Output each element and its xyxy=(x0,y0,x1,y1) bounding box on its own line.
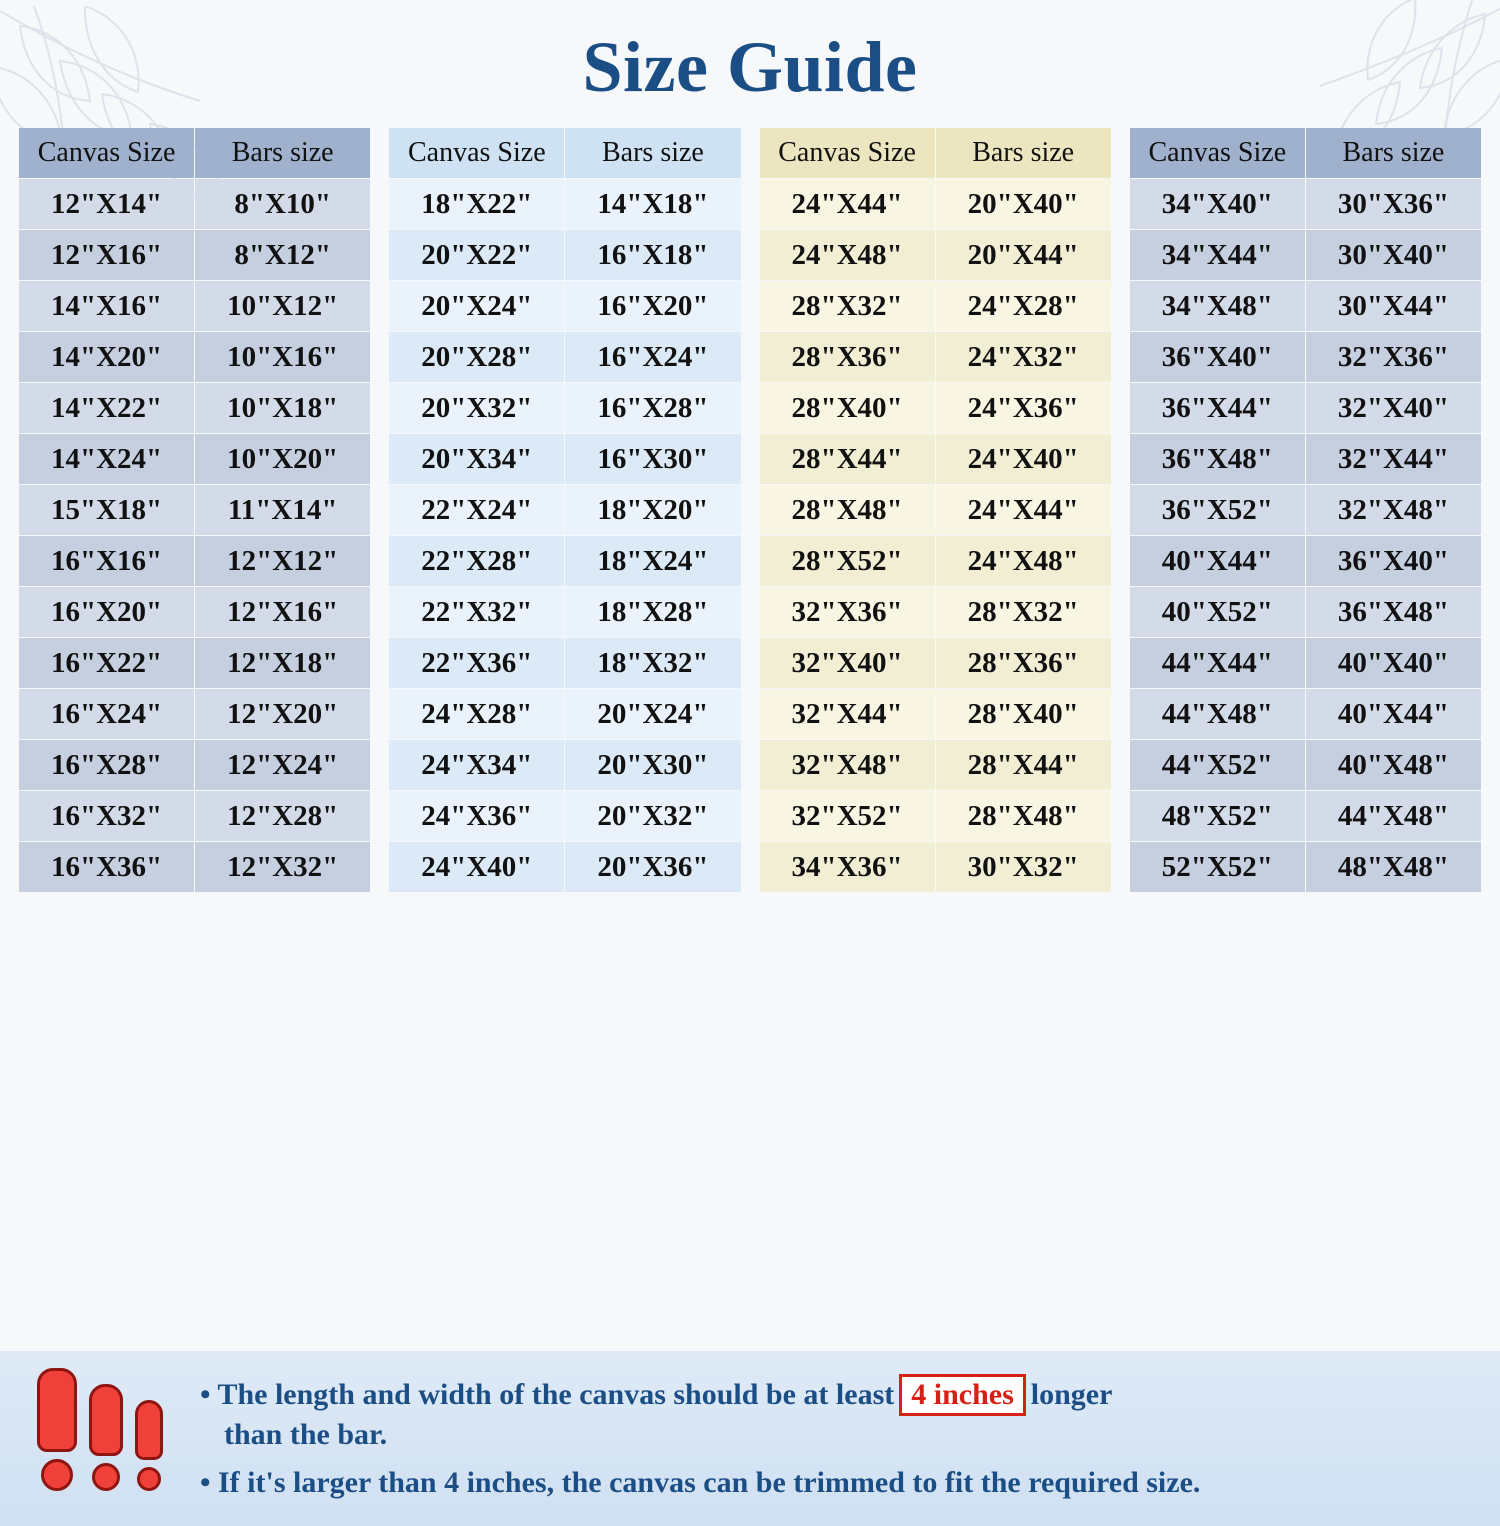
canvas-size-cell: 16"X16" xyxy=(19,536,194,586)
bars-size-cell: 20"X30" xyxy=(565,740,740,790)
bars-size-cell: 16"X18" xyxy=(565,230,740,280)
table-row xyxy=(1130,179,1481,229)
bars-size-cell: 24"X32" xyxy=(936,332,1111,382)
table-row xyxy=(19,536,370,586)
column-header-bars-size: Bars size xyxy=(1306,128,1481,178)
bars-size-cell: 12"X20" xyxy=(195,689,370,739)
canvas-size-cell: 34"X48" xyxy=(1130,281,1305,331)
table-row xyxy=(760,179,1111,229)
exclamation-icon-large xyxy=(37,1368,77,1491)
canvas-size-cell: 18"X22" xyxy=(389,179,564,229)
size-table-2 xyxy=(388,127,741,893)
table-row xyxy=(389,536,740,586)
canvas-size-cell: 28"X40" xyxy=(760,383,935,433)
bars-size-cell: 28"X36" xyxy=(936,638,1111,688)
size-table-1 xyxy=(18,127,371,893)
bars-size-cell: 16"X30" xyxy=(565,434,740,484)
canvas-size-cell: 16"X36" xyxy=(19,842,194,892)
footer-notes xyxy=(200,1374,1500,1502)
canvas-size-cell: 44"X52" xyxy=(1130,740,1305,790)
table-row xyxy=(1130,230,1481,280)
bars-size-cell: 14"X18" xyxy=(565,179,740,229)
bars-size-cell: 28"X44" xyxy=(936,740,1111,790)
bars-size-cell: 10"X12" xyxy=(195,281,370,331)
bars-size-cell: 28"X32" xyxy=(936,587,1111,637)
table-row xyxy=(760,383,1111,433)
exclamation-marks-icon xyxy=(0,1368,200,1509)
size-table-3 xyxy=(759,127,1112,893)
table-row xyxy=(1130,791,1481,841)
table-row xyxy=(760,587,1111,637)
table-row xyxy=(389,281,740,331)
table-row xyxy=(19,485,370,535)
table-row xyxy=(389,791,740,841)
bars-size-cell: 12"X18" xyxy=(195,638,370,688)
column-header-canvas-size: Canvas Size xyxy=(760,128,935,178)
canvas-size-cell: 36"X44" xyxy=(1130,383,1305,433)
table-body-3 xyxy=(760,179,1111,892)
canvas-size-cell: 22"X36" xyxy=(389,638,564,688)
table-row xyxy=(760,842,1111,892)
table-row xyxy=(389,230,740,280)
canvas-size-cell: 14"X20" xyxy=(19,332,194,382)
canvas-size-cell: 24"X44" xyxy=(760,179,935,229)
footer-note-highlight: 4 inches xyxy=(899,1374,1026,1415)
bars-size-cell: 11"X14" xyxy=(195,485,370,535)
table-row xyxy=(389,179,740,229)
bars-size-cell: 8"X12" xyxy=(195,230,370,280)
bars-size-cell: 10"X18" xyxy=(195,383,370,433)
canvas-size-cell: 52"X52" xyxy=(1130,842,1305,892)
table-row xyxy=(760,230,1111,280)
canvas-size-cell: 20"X28" xyxy=(389,332,564,382)
table-row xyxy=(1130,434,1481,484)
canvas-size-cell: 40"X52" xyxy=(1130,587,1305,637)
table-row xyxy=(1130,332,1481,382)
bars-size-cell: 24"X40" xyxy=(936,434,1111,484)
table-row xyxy=(19,230,370,280)
bars-size-cell: 40"X44" xyxy=(1306,689,1481,739)
table-body-1 xyxy=(19,179,370,892)
bars-size-cell: 32"X36" xyxy=(1306,332,1481,382)
bars-size-cell: 16"X28" xyxy=(565,383,740,433)
canvas-size-cell: 24"X40" xyxy=(389,842,564,892)
bars-size-cell: 12"X28" xyxy=(195,791,370,841)
bars-size-cell: 24"X44" xyxy=(936,485,1111,535)
table-row xyxy=(389,740,740,790)
bars-size-cell: 12"X32" xyxy=(195,842,370,892)
table-row xyxy=(760,638,1111,688)
table-body-2 xyxy=(389,179,740,892)
table-row xyxy=(19,587,370,637)
canvas-size-cell: 12"X14" xyxy=(19,179,194,229)
bars-size-cell: 12"X12" xyxy=(195,536,370,586)
size-tables-container xyxy=(0,127,1500,893)
bars-size-cell: 20"X24" xyxy=(565,689,740,739)
bars-size-cell: 18"X28" xyxy=(565,587,740,637)
canvas-size-cell: 28"X36" xyxy=(760,332,935,382)
bars-size-cell: 18"X20" xyxy=(565,485,740,535)
bars-size-cell: 40"X40" xyxy=(1306,638,1481,688)
bars-size-cell: 30"X36" xyxy=(1306,179,1481,229)
footer-note-1-part1: • The length and width of the canvas should be at least xyxy=(200,1378,895,1412)
canvas-size-cell: 22"X28" xyxy=(389,536,564,586)
canvas-size-cell: 24"X28" xyxy=(389,689,564,739)
canvas-size-cell: 40"X44" xyxy=(1130,536,1305,586)
canvas-size-cell: 16"X28" xyxy=(19,740,194,790)
canvas-size-cell: 22"X32" xyxy=(389,587,564,637)
column-header-bars-size: Bars size xyxy=(565,128,740,178)
bars-size-cell: 16"X24" xyxy=(565,332,740,382)
bars-size-cell: 24"X48" xyxy=(936,536,1111,586)
bars-size-cell: 28"X48" xyxy=(936,791,1111,841)
page-title: Size Guide xyxy=(582,27,918,107)
canvas-size-cell: 34"X36" xyxy=(760,842,935,892)
bars-size-cell: 24"X28" xyxy=(936,281,1111,331)
table-header-row xyxy=(19,128,370,178)
table-row xyxy=(1130,587,1481,637)
canvas-size-cell: 16"X20" xyxy=(19,587,194,637)
bars-size-cell: 18"X24" xyxy=(565,536,740,586)
bars-size-cell: 16"X20" xyxy=(565,281,740,331)
bars-size-cell: 32"X44" xyxy=(1306,434,1481,484)
size-table-4 xyxy=(1129,127,1482,893)
table-row xyxy=(760,791,1111,841)
canvas-size-cell: 28"X52" xyxy=(760,536,935,586)
footer-note-1 xyxy=(200,1374,1478,1454)
bars-size-cell: 10"X16" xyxy=(195,332,370,382)
canvas-size-cell: 12"X16" xyxy=(19,230,194,280)
bars-size-cell: 48"X48" xyxy=(1306,842,1481,892)
table-row xyxy=(760,485,1111,535)
table-row xyxy=(1130,740,1481,790)
canvas-size-cell: 36"X40" xyxy=(1130,332,1305,382)
bars-size-cell: 20"X44" xyxy=(936,230,1111,280)
table-row xyxy=(760,434,1111,484)
canvas-size-cell: 36"X52" xyxy=(1130,485,1305,535)
table-row xyxy=(1130,383,1481,433)
table-body-4 xyxy=(1130,179,1481,892)
table-row xyxy=(760,281,1111,331)
table-row xyxy=(19,179,370,229)
table-row xyxy=(760,689,1111,739)
canvas-size-cell: 28"X44" xyxy=(760,434,935,484)
bars-size-cell: 36"X48" xyxy=(1306,587,1481,637)
canvas-size-cell: 16"X24" xyxy=(19,689,194,739)
canvas-size-cell: 22"X24" xyxy=(389,485,564,535)
table-row xyxy=(1130,281,1481,331)
bars-size-cell: 30"X40" xyxy=(1306,230,1481,280)
table-row xyxy=(19,332,370,382)
canvas-size-cell: 44"X44" xyxy=(1130,638,1305,688)
table-row xyxy=(389,485,740,535)
table-row xyxy=(19,791,370,841)
footer-note-2: • If it's larger than 4 inches, the canvas can be trimmed to fit the required size. xyxy=(200,1466,1201,1500)
canvas-size-cell: 32"X52" xyxy=(760,791,935,841)
table-row xyxy=(389,434,740,484)
table-row xyxy=(389,587,740,637)
canvas-size-cell: 32"X48" xyxy=(760,740,935,790)
canvas-size-cell: 32"X36" xyxy=(760,587,935,637)
canvas-size-cell: 16"X22" xyxy=(19,638,194,688)
table-row xyxy=(19,281,370,331)
table-row xyxy=(1130,536,1481,586)
bars-size-cell: 28"X40" xyxy=(936,689,1111,739)
bars-size-cell: 12"X16" xyxy=(195,587,370,637)
exclamation-icon-small xyxy=(135,1400,163,1491)
column-header-canvas-size: Canvas Size xyxy=(1130,128,1305,178)
bars-size-cell: 30"X44" xyxy=(1306,281,1481,331)
canvas-size-cell: 34"X44" xyxy=(1130,230,1305,280)
table-row xyxy=(1130,689,1481,739)
table-header-row xyxy=(760,128,1111,178)
table-row xyxy=(389,383,740,433)
table-row xyxy=(760,536,1111,586)
table-row xyxy=(19,383,370,433)
footer-note-1-part2: longer xyxy=(1030,1378,1113,1412)
canvas-size-cell: 34"X40" xyxy=(1130,179,1305,229)
bars-size-cell: 10"X20" xyxy=(195,434,370,484)
table-row xyxy=(19,842,370,892)
table-row xyxy=(19,740,370,790)
canvas-size-cell: 20"X34" xyxy=(389,434,564,484)
bars-size-cell: 24"X36" xyxy=(936,383,1111,433)
canvas-size-cell: 44"X48" xyxy=(1130,689,1305,739)
table-row xyxy=(19,434,370,484)
bars-size-cell: 32"X48" xyxy=(1306,485,1481,535)
canvas-size-cell: 14"X22" xyxy=(19,383,194,433)
table-row xyxy=(760,332,1111,382)
bars-size-cell: 20"X40" xyxy=(936,179,1111,229)
table-row xyxy=(19,689,370,739)
table-header-row xyxy=(389,128,740,178)
canvas-size-cell: 32"X40" xyxy=(760,638,935,688)
canvas-size-cell: 14"X24" xyxy=(19,434,194,484)
bars-size-cell: 20"X36" xyxy=(565,842,740,892)
table-row xyxy=(389,842,740,892)
canvas-size-cell: 16"X32" xyxy=(19,791,194,841)
canvas-size-cell: 24"X36" xyxy=(389,791,564,841)
bars-size-cell: 44"X48" xyxy=(1306,791,1481,841)
bars-size-cell: 8"X10" xyxy=(195,179,370,229)
footer-note-1-part3: than the bar. xyxy=(224,1417,388,1451)
table-row xyxy=(1130,842,1481,892)
canvas-size-cell: 24"X48" xyxy=(760,230,935,280)
canvas-size-cell: 28"X32" xyxy=(760,281,935,331)
bars-size-cell: 32"X40" xyxy=(1306,383,1481,433)
column-header-bars-size: Bars size xyxy=(195,128,370,178)
table-row xyxy=(1130,485,1481,535)
canvas-size-cell: 20"X22" xyxy=(389,230,564,280)
bars-size-cell: 40"X48" xyxy=(1306,740,1481,790)
table-row xyxy=(389,689,740,739)
bars-size-cell: 18"X32" xyxy=(565,638,740,688)
bars-size-cell: 12"X24" xyxy=(195,740,370,790)
canvas-size-cell: 20"X32" xyxy=(389,383,564,433)
canvas-size-cell: 32"X44" xyxy=(760,689,935,739)
table-row xyxy=(1130,638,1481,688)
canvas-size-cell: 48"X52" xyxy=(1130,791,1305,841)
column-header-canvas-size: Canvas Size xyxy=(19,128,194,178)
table-row xyxy=(19,638,370,688)
exclamation-icon-medium xyxy=(89,1384,123,1491)
bars-size-cell: 30"X32" xyxy=(936,842,1111,892)
canvas-size-cell: 14"X16" xyxy=(19,281,194,331)
canvas-size-cell: 20"X24" xyxy=(389,281,564,331)
canvas-size-cell: 24"X34" xyxy=(389,740,564,790)
bars-size-cell: 36"X40" xyxy=(1306,536,1481,586)
table-row xyxy=(389,332,740,382)
column-header-bars-size: Bars size xyxy=(936,128,1111,178)
canvas-size-cell: 36"X48" xyxy=(1130,434,1305,484)
column-header-canvas-size: Canvas Size xyxy=(389,128,564,178)
table-row xyxy=(389,638,740,688)
canvas-size-cell: 15"X18" xyxy=(19,485,194,535)
canvas-size-cell: 28"X48" xyxy=(760,485,935,535)
table-header-row xyxy=(1130,128,1481,178)
bars-size-cell: 20"X32" xyxy=(565,791,740,841)
table-row xyxy=(760,740,1111,790)
